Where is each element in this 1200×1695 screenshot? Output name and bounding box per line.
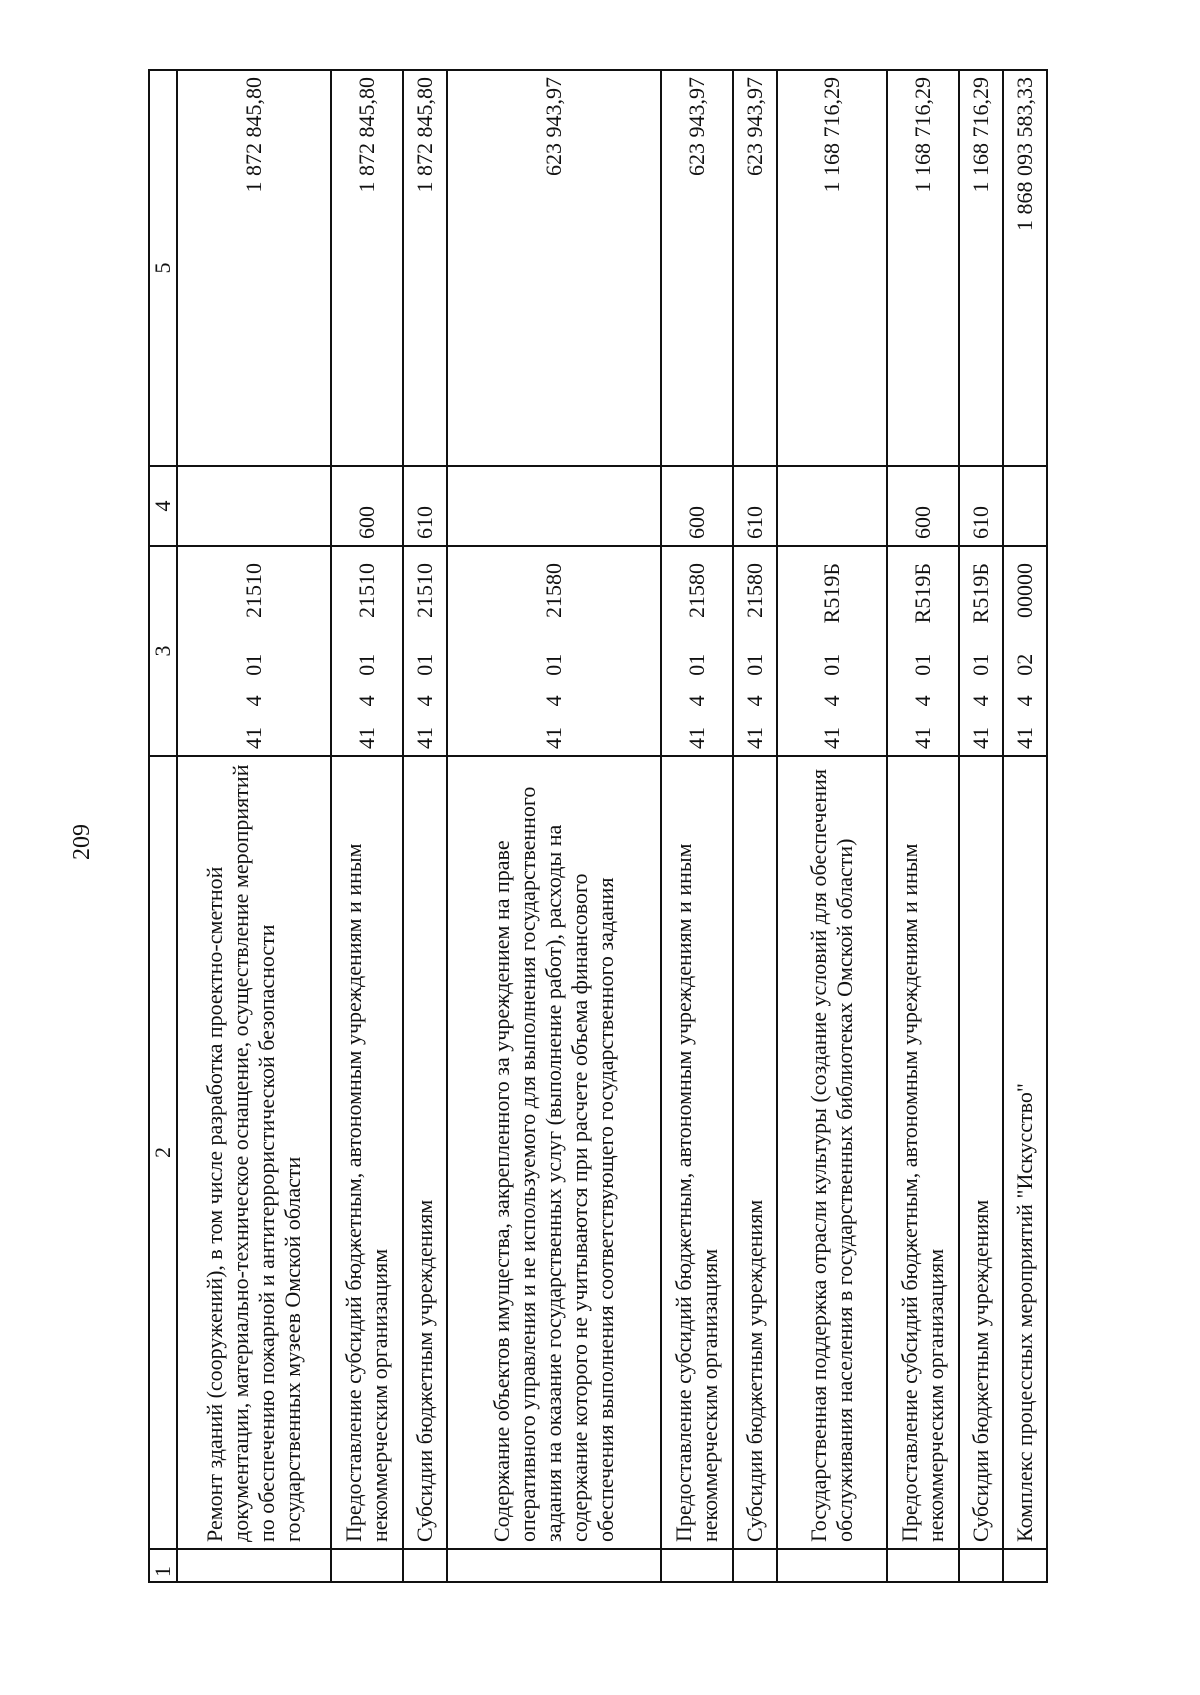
table-row: [733, 70, 777, 1582]
row-number-cell: [447, 1549, 661, 1582]
code-program: 41: [819, 727, 845, 749]
code-subprogram: 4: [1012, 695, 1038, 707]
amount-cell: 1 868 093 583,33: [1003, 70, 1047, 466]
code-direction: R519Б: [910, 563, 936, 624]
expense-type-cell: 600: [331, 466, 403, 546]
expense-name-cell: Предоставление субсидий бюджетным, автономным учреждениям и иным некоммерческим организациям: [661, 756, 733, 1549]
code-subprogram: 4: [541, 695, 567, 707]
expense-name-cell: Субсидии бюджетным учреждениям: [403, 756, 447, 1549]
table-header-row: [149, 70, 177, 1582]
code-program: 41: [742, 727, 768, 749]
code-subprogram: 4: [819, 695, 845, 707]
code-event: 02: [1012, 653, 1038, 676]
table-row: [403, 70, 447, 1582]
row-number-cell: [777, 1549, 887, 1582]
amount-cell: 1 168 716,29: [887, 70, 959, 466]
code-event: 01: [819, 653, 845, 676]
header-col-5: 5: [149, 70, 177, 466]
expense-type-cell: 610: [733, 466, 777, 546]
table-row: [661, 70, 733, 1582]
expense-name-cell: Субсидии бюджетным учреждениям: [733, 756, 777, 1549]
header-col-2: 2: [149, 756, 177, 1549]
header-col-4: 4: [149, 466, 177, 546]
expense-name-cell: Предоставление субсидий бюджетным, автономным учреждениям и иным некоммерческим организациям: [887, 756, 959, 1549]
code-direction: 21510: [241, 563, 267, 619]
expense-type-cell: [447, 466, 661, 546]
code-event: 01: [910, 653, 936, 676]
expense-type-cell: 610: [959, 466, 1003, 546]
code-subprogram: 4: [241, 695, 267, 707]
page-number: 209: [69, 824, 95, 860]
code-subprogram: 4: [742, 695, 768, 707]
row-number-cell: [331, 1549, 403, 1582]
code-direction: R519Б: [819, 563, 845, 624]
header-col-3: 3: [149, 546, 177, 756]
amount-cell: 1 168 716,29: [959, 70, 1003, 466]
classification-code-cell: [447, 546, 661, 756]
row-number-cell: [177, 1549, 331, 1582]
expense-type-cell: [1003, 466, 1047, 546]
expense-type-cell: 610: [403, 466, 447, 546]
code-subprogram: 4: [354, 695, 380, 707]
expense-name-cell: Содержание объектов имущества, закрепленного за учреждением на праве оперативного управления и не используемого для выполнения государственного задания на оказание государственных услуг (выполнение работ), расходы на содержание которого не учитываются при расчете объема финансового обеспечения выполнения соответствующего государственного задания: [447, 756, 661, 1549]
row-number-cell: [959, 1549, 1003, 1582]
classification-code-cell: [403, 546, 447, 756]
table-row: [777, 70, 887, 1582]
row-number-cell: [733, 1549, 777, 1582]
amount-cell: 623 943,97: [661, 70, 733, 466]
amount-cell: 623 943,97: [447, 70, 661, 466]
classification-code-cell: [959, 546, 1003, 756]
code-program: 41: [910, 727, 936, 749]
expense-type-cell: 600: [661, 466, 733, 546]
amount-cell: 1 872 845,80: [403, 70, 447, 466]
row-number-cell: [661, 1549, 733, 1582]
code-event: 01: [968, 653, 994, 676]
code-event: 01: [354, 653, 380, 676]
code-program: 41: [684, 727, 710, 749]
expense-name-cell: Ремонт зданий (сооружений), в том числе разработка проектно-сметной документации, материально-техническое оснащение, осуществление мероприятий по обеспечению пожарной и антитеррористической безопасности государственных музеев Омской области: [177, 756, 331, 1549]
code-event: 01: [684, 653, 710, 676]
classification-code-cell: [331, 546, 403, 756]
row-number-cell: [1003, 1549, 1047, 1582]
code-subprogram: 4: [910, 695, 936, 707]
code-direction: 21580: [541, 563, 567, 619]
budget-table: [148, 69, 1048, 1583]
expense-type-cell: 600: [887, 466, 959, 546]
budget-table-container: [148, 71, 1048, 1583]
code-direction: 21510: [354, 563, 380, 619]
code-event: 01: [541, 653, 567, 676]
code-event: 01: [241, 653, 267, 676]
code-program: 41: [1012, 727, 1038, 749]
code-subprogram: 4: [684, 695, 710, 707]
expense-type-cell: [177, 466, 331, 546]
header-col-1: 1: [149, 1549, 177, 1582]
expense-name-cell: Субсидии бюджетным учреждениям: [959, 756, 1003, 1549]
code-program: 41: [354, 727, 380, 749]
code-direction: 21580: [684, 563, 710, 619]
code-direction: 21510: [412, 563, 438, 619]
amount-cell: 1 872 845,80: [331, 70, 403, 466]
amount-cell: 1 872 845,80: [177, 70, 331, 466]
code-direction: 00000: [1012, 563, 1038, 619]
table-row: [887, 70, 959, 1582]
code-direction: R519Б: [968, 563, 994, 624]
classification-code-cell: [661, 546, 733, 756]
classification-code-cell: [777, 546, 887, 756]
classification-code-cell: [733, 546, 777, 756]
code-event: 01: [412, 653, 438, 676]
expense-name-cell: Государственная поддержка отрасли культуры (создание условий для обеспечения обслуживания населения в государственных библиотеках Омской области): [777, 756, 887, 1549]
code-program: 41: [241, 727, 267, 749]
row-number-cell: [403, 1549, 447, 1582]
amount-cell: 623 943,97: [733, 70, 777, 466]
code-subprogram: 4: [412, 695, 438, 707]
table-row: [959, 70, 1003, 1582]
table-row: [447, 70, 661, 1582]
amount-cell: 1 168 716,29: [777, 70, 887, 466]
code-event: 01: [742, 653, 768, 676]
code-subprogram: 4: [968, 695, 994, 707]
expense-type-cell: [777, 466, 887, 546]
code-program: 41: [968, 727, 994, 749]
classification-code-cell: [887, 546, 959, 756]
expense-name-cell: Комплекс процессных мероприятий "Искусство": [1003, 756, 1047, 1549]
expense-name-cell: Предоставление субсидий бюджетным, автономным учреждениям и иным некоммерческим организациям: [331, 756, 403, 1549]
table-row: [1003, 70, 1047, 1582]
classification-code-cell: [1003, 546, 1047, 756]
code-program: 41: [541, 727, 567, 749]
code-direction: 21580: [742, 563, 768, 619]
row-number-cell: [887, 1549, 959, 1582]
table-row: [177, 70, 331, 1582]
code-program: 41: [412, 727, 438, 749]
table-row: [331, 70, 403, 1582]
classification-code-cell: [177, 546, 331, 756]
